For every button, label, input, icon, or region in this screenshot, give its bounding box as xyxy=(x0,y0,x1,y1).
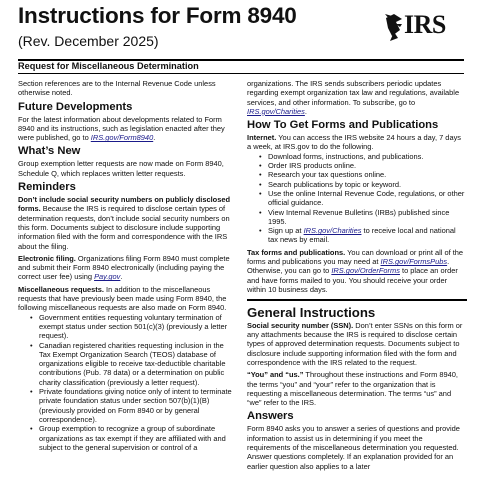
answers-text: Form 8940 asks you to answer a series of questions and provide information to assist us in determining if you meet the requirements of the miscellaneous determination you requested. Answer questions completely. If an explanation provided for an earlier question also applies to a later xyxy=(247,424,460,471)
list-item: • Canadian registered charities requesting inclusion in the Tax Exempt Organization Search (TEOS) database of organizations eligible to receive tax-deductible charitable contributions (Pub. 78 data) or a determination on public charity classification (previously a letter request). xyxy=(18,341,236,387)
ssn-section: Social security number (SSN). Don’t enter SSNs on this form or any attachments because the IRS is required to disclose certain types of approved determination requests. Documents subject to disclosure include supporting information filed with the form and correspondence with the IRS related to the request. xyxy=(247,320,463,367)
electronic-filing: Electronic filing. Organizations filing Form 8940 must complete and submit their Form 8940 electronically (including paying the correct user fee) using Pay.gov. xyxy=(18,253,230,282)
list-item: • Research your tax questions online. xyxy=(247,170,467,179)
page-title: Instructions for Form 8940 xyxy=(18,3,297,28)
form8940-link[interactable]: IRS.gov/Form8940 xyxy=(90,133,154,143)
you-us-section: “You” and “us.” Throughout these instructions and Form 8940, the terms “you” and “your” refer to the organization that is requesting a miscellaneous determination. The terms “us” and “we” refer to the IRS. xyxy=(247,370,458,408)
formspubs-link[interactable]: IRS.gov/FormsPubs xyxy=(380,257,448,267)
irs-logo-text: IRS xyxy=(404,10,446,39)
ssn-reminder: Don’t include social security numbers on publicly disclosed forms. Because the IRS is required to disclose certain types of determination requests, don’t include social security numbers on this form. Documents subject to disclosure include supporting information filed with the form and correspondence with the IRS about the filing. xyxy=(18,195,231,251)
internet-list xyxy=(247,152,467,245)
answers-heading: Answers xyxy=(247,410,294,423)
whats-new-heading: What’s New xyxy=(18,145,81,158)
list-item: • Group exemption to recognize a group of subordinate organizations as tax exempt if they are affiliated with and subject to the general supervision or control of a xyxy=(18,424,236,452)
charities-link[interactable]: IRS.gov/Charities xyxy=(247,106,305,116)
how-to-get-forms-heading: How To Get Forms and Publications xyxy=(247,119,439,132)
left-column xyxy=(18,79,236,455)
right-column xyxy=(247,79,467,474)
list-item: • Order IRS products online. xyxy=(247,161,467,170)
future-developments-text: For the latest information about developments related to Form 8940 and its instructions, such as legislation enacted after they were published, go to IRS.gov/Form8940. xyxy=(18,114,225,143)
misc-requests: Miscellaneous requests. In addition to the miscellaneous requests that have previously been made using Form 8940, the following miscellaneous requests are also made on Form 8940. xyxy=(18,284,227,313)
orderforms-link[interactable]: IRS.gov/OrderForms xyxy=(331,266,400,276)
subscribe-text: organizations. The IRS sends subscribers periodic updates regarding exempt organization tax law and regulations, available services, and other information. To subscribe, go to IRS.gov/Charities. xyxy=(247,79,460,116)
list-item: • Download forms, instructions, and publications. xyxy=(247,152,467,161)
revision-date: (Rev. December 2025) xyxy=(18,33,159,49)
intro-text: Section references are to the Internal Revenue Code unless otherwise noted. xyxy=(18,79,216,98)
form-subtitle: Request for Miscellaneous Determination xyxy=(18,61,199,71)
list-item: • Search publications by topic or keyword. xyxy=(247,180,467,189)
general-instructions-heading: General Instructions xyxy=(247,304,376,320)
section-rule xyxy=(247,299,467,301)
future-developments-heading: Future Developments xyxy=(18,100,133,113)
paygov-link[interactable]: Pay.gov xyxy=(94,272,121,282)
list-item: • View Internal Revenue Bulletins (IRBs) published since 1995. xyxy=(247,208,467,227)
signup-charities-link[interactable]: IRS.gov/Charities xyxy=(303,226,362,236)
list-item: • Sign up at IRS.gov/Charities to receive local and national tax news by email. xyxy=(247,226,467,245)
reminders-heading: Reminders xyxy=(18,181,76,194)
misc-requests-list xyxy=(18,313,236,452)
internet-text: Internet. You can access the IRS website 24 hours a day, 7 days a week, at IRS.gov to do the following. xyxy=(247,133,462,152)
tax-forms-text: Tax forms and publications. You can download or print all of the forms and publications you may need at IRS.gov/FormsPubs. Otherwise, you can go to IRS.gov/OrderForms to place an order and have forms mailed to you. You should receive your order within 10 business days. xyxy=(247,247,464,294)
subtitle-rule xyxy=(18,73,464,74)
whats-new-text: Group exemption letter requests are now made on Form 8940, Schedule Q, which replaces written letter requests. xyxy=(18,159,224,178)
list-item: • Private foundations giving notice only of intent to terminate private foundation status under section 507(b)(1)(B) (previously provided on Form 8940 or by general correspondence). xyxy=(18,387,236,424)
list-item: • Use the online Internal Revenue Code, regulations, or other official guidance. xyxy=(247,189,467,208)
list-item: • Government entities requesting voluntary termination of exempt status under section 501(c)(3) (previously a letter request). xyxy=(18,313,236,341)
